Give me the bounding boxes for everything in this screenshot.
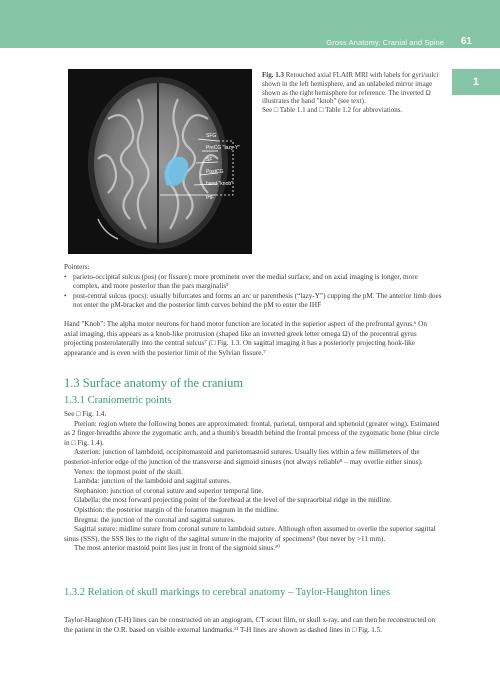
caption-table-ref: See □ Table 1.1 and □ Table 1.2 for abbreviations. xyxy=(262,106,403,115)
paragraph-stephanion: Stephanion: junction of coronal suture and superior temporal line. xyxy=(74,486,264,495)
section-heading-1-3-2: 1.3.2 Relation of skull markings to cerebral anatomy – Taylor-Haughton lines xyxy=(64,587,391,598)
paragraph-bregma: Bregma: the junction of the coronal and sagittal sutures. xyxy=(74,515,236,524)
paragraph-pterion: Pterion: region where the following bones are approximated: frontal, parietal, temporal and sphenoid (greater wing). Estimated as 2 finger-breadths above the zygomatic arch, and a thumb's breadth behind the frontal process of the zygomatic bone (blue circle in □ Fig. 1.4). xyxy=(64,419,440,447)
hand-knob-paragraph-block xyxy=(64,320,442,358)
chapter-tab: 1 xyxy=(452,69,500,95)
pointers-list xyxy=(64,273,442,311)
label-ihf: IHF xyxy=(206,195,215,201)
paragraph-vertex: Vertex: the topmost point of the skull. xyxy=(74,467,183,476)
taylor-haughton-body xyxy=(64,616,442,635)
header-band xyxy=(0,0,500,48)
pointer-item: • post-central sulcus (pocs): usually bifurcates and forms an arc or parenthesis (“lazy-Y”) cupping the pM. The anterior limb does not enter the pM-bracket and the posterior limb curves behind the pM to enter the IHF xyxy=(64,292,442,311)
label-sf: SF xyxy=(206,157,213,163)
page-number: 61 xyxy=(460,36,472,47)
caption-text: Retouched axial FLAIR MRI with labels for gyri/sulci shown in the left hemisphere, and an unlabeled mirror image shown as the right hemisphere for reference. The inverted Ω illustrates the hand "knob" (see text). xyxy=(262,71,439,106)
pointers-block xyxy=(64,263,442,311)
pointer-item: • parieto-occipital sulcus (pos) (or fissure): more prominent over the medial surface, and on axial imaging is longer, more complex, and more posterior than the pars marginalis⁵ xyxy=(64,273,442,292)
pointers-title: Pointers: xyxy=(64,263,90,271)
section-heading-1-3: 1.3 Surface anatomy of the cranium xyxy=(64,376,244,390)
paragraph-asterion: Asterion: junction of lambdoid, occipitomastoid and parietomastoid sutures. Usually lies within a few millimeters of the posterior-inferior edge of the junction of the transverse and sigmoid sinuses (not always reliable⁸ – may overlie either sinus). xyxy=(64,448,423,466)
mri-brain-illustration xyxy=(68,69,252,254)
label-hand-knob: hand "knob" xyxy=(206,181,233,187)
craniometric-points-body xyxy=(64,410,442,554)
paragraph-opisthion: Opisthion: the posterior margin of the foramen magnum in the midline. xyxy=(74,505,279,514)
caption-figure-number: Fig. 1.3 xyxy=(262,71,284,79)
hand-knob-paragraph: Hand "Knob": The alpha motor neurons for hand motor function are located in the superior aspect of the prefrontal gyrus.⁶ On axial imaging, this appears as a knob-like protrusion (shaped like an inverted greek letter omega Ω) of the precentral gyrus projecting posterolaterally into the central sulcus⁷ (□ Fig. 1.3. On sagittal imaging it has a posteriorly projecting hook-like appearance and is even with the posterior limit of the Sylvian fissure.⁷ xyxy=(64,320,427,357)
section-heading-1-3-1: 1.3.1 Craniometric points xyxy=(64,395,172,406)
paragraph-glabella: Glabella: the most forward projecting point of the forehead at the level of the supraorbital ridge in the midline. xyxy=(74,496,392,505)
figure-caption xyxy=(262,71,450,115)
mri-figure xyxy=(68,69,252,254)
paragraph-mastoid-point: The most anterior mastoid point lies just in front of the sigmoid sinus.¹⁰ xyxy=(74,544,281,553)
paragraph-lambda: Lambda: junction of the lambdoid and sagittal sutures. xyxy=(74,477,231,486)
label-precg: PreCG "lazy-Y" xyxy=(206,145,241,151)
paragraph-sagittal-suture: Sagittal suture: midline suture from coronal suture to lambdoid suture. Although often assumed to overlie the superior sagittal sinus (SSS), the SSS lies to the right of the sagittal suture in the majority of specimens⁹ (but never by >11 mm). xyxy=(64,525,436,543)
running-title: Gross Anatomy, Cranial and Spine xyxy=(326,38,444,47)
paragraph-taylor-haughton: Taylor-Haughton (T-H) lines can be constructed on an angiogram, CT scout film, or skull x-ray, and can then be reconstructed on the patient in the O.R. based on visible external landmarks.¹¹ T-H lines are shown as dashed lines in □ Fig. 1.5. xyxy=(64,616,436,634)
paragraph-see-fig: See □ Fig. 1.4. xyxy=(64,410,107,418)
label-sfg: SFG xyxy=(206,133,217,139)
label-postcg: PostCG xyxy=(206,169,224,175)
